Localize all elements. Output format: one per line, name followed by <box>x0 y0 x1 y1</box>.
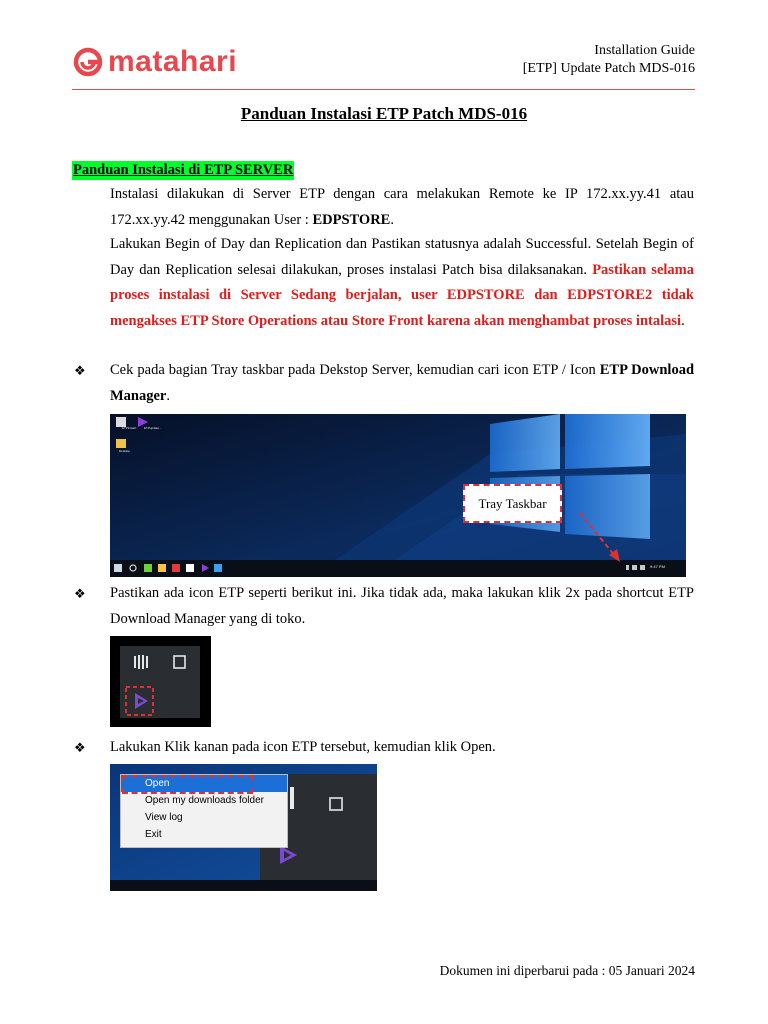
desktop-icon-1: ETPinstall... <box>122 426 139 430</box>
bullet-icon: ❖ <box>74 740 86 755</box>
step-1-end: . <box>166 387 170 404</box>
intro-p2-warning: Pastikan selama proses instalasi di Server Sedang berjalan, user EDPSTORE dan EDPSTORE2 tidak mengakses ETP Store Operations atau Store Front karena akan menghambat proses intalasi <box>110 261 694 329</box>
menu-item-exit-label: Exit <box>145 829 162 840</box>
brand-name: matahari <box>108 45 238 78</box>
open-highlight <box>122 775 253 794</box>
intro-p1-text: Instalasi dilakukan di Server ETP dengan cara melakukan Remote ke IP 172.xx.yy.41 atau 172.xx.yy.42 menggunakan User : <box>110 186 694 228</box>
step-1-text <box>110 358 694 409</box>
tray-icons-screenshot <box>110 636 211 727</box>
bullet-icon: ❖ <box>74 586 86 601</box>
step-1-body: Cek pada bagian Tray taskbar pada Dekstop Server, kemudian cari icon ETP / Icon <box>110 362 600 378</box>
context-menu-screenshot <box>110 764 377 891</box>
intro-p1-user: EDPSTORE <box>312 211 391 228</box>
intro-p2-text: Lakukan Begin of Day dan Replication dan Pastikan statusnya adalah Successful. Setelah Begin of Day dan Replication selesai dilakukan, proses instalasi Patch bisa dilaksanakan. <box>110 236 694 278</box>
matahari-logo-icon <box>72 46 104 78</box>
step-1-bold: ETP Download Manager <box>110 362 695 404</box>
context-menu <box>120 774 288 848</box>
section-heading: Panduan Instalasi di ETP SERVER <box>73 162 294 178</box>
menu-item-view-log-label: View log <box>145 812 183 823</box>
bullet-icon: ❖ <box>74 363 86 378</box>
page-title: Panduan Instalasi ETP Patch MDS-016 <box>240 104 528 123</box>
brand-logo <box>72 44 237 80</box>
menu-item-open[interactable] <box>121 775 287 792</box>
doc-type: Installation Guide <box>594 43 695 58</box>
intro-paragraph-1 <box>110 182 694 233</box>
menu-item-exit[interactable] <box>121 826 287 843</box>
menu-item-open-downloads[interactable] <box>121 792 287 809</box>
menu-item-open-label: Open <box>145 778 170 789</box>
intro-p2-end: . <box>681 312 685 329</box>
tray-taskbar-callout: Tray Taskbar <box>463 484 562 523</box>
step-2-text: Pastikan ada icon ETP seperti berikut ini. Jika tidak ada, maka lakukan klik 2x pada shortcut ETP Download Manager yang di toko. <box>110 585 694 627</box>
doc-subject: [ETP] Update Patch MDS-016 <box>522 61 695 76</box>
taskbar-clock: 9:47 PM <box>650 564 665 569</box>
desktop-icon-2: ETPupdate... <box>144 426 162 430</box>
header-info <box>523 42 695 78</box>
menu-item-open-downloads-label: Open my downloads folder <box>145 795 264 806</box>
intro-paragraph-2 <box>110 232 694 334</box>
step-3-text: Lakukan Klik kanan pada icon ETP tersebut, kemudian klik Open. <box>110 739 496 755</box>
desktop-screenshot <box>110 414 686 577</box>
intro-p1-end: . <box>390 211 394 228</box>
menu-item-view-log[interactable] <box>121 809 287 826</box>
desktop-icon-3: Desktop <box>119 449 131 453</box>
header-divider <box>72 89 695 90</box>
footer-updated: Dokumen ini diperbarui pada : 05 Januari 2024 <box>439 963 695 978</box>
